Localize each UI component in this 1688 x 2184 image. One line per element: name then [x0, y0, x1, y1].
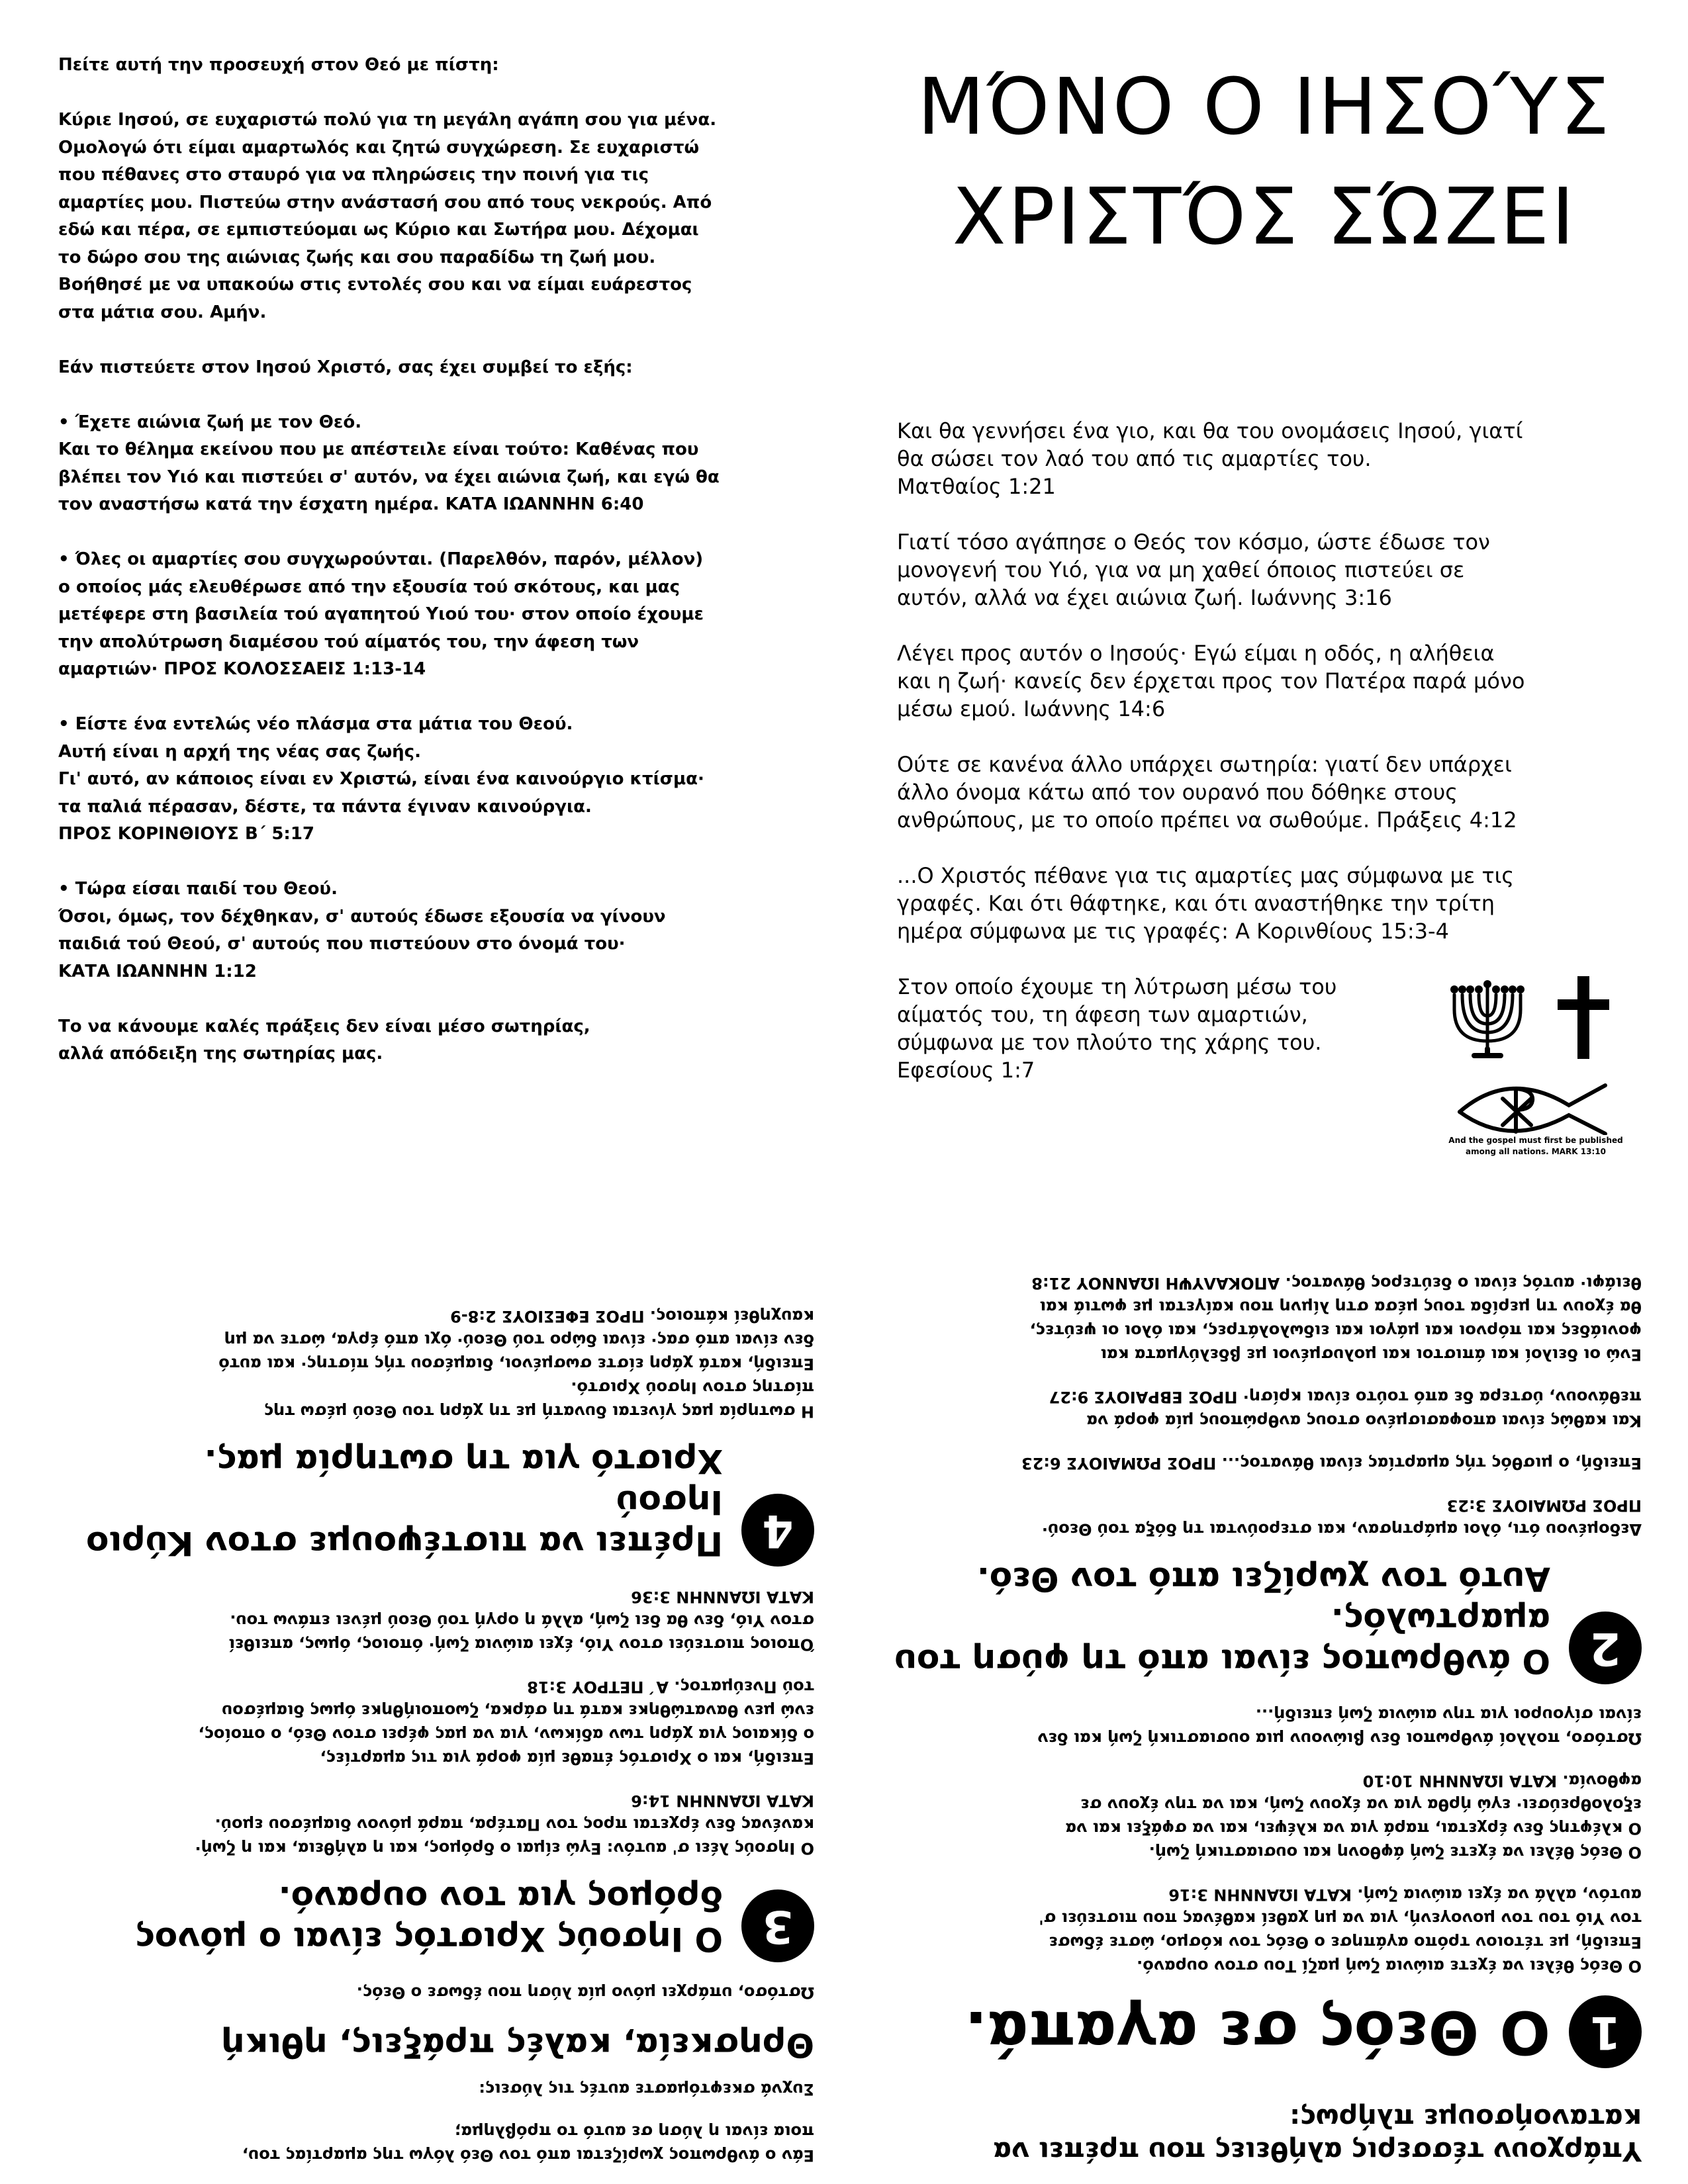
menorah-icon	[1454, 983, 1521, 1056]
truth-1-text-2: Ο Θεός θέλει να έχετε ζωή άφθονη και ουσιαστική ζωή. Ο κλέφτης δεν έρχεται, παρά για να κλέψει, και να σφάξει και να εξολοθρεύσει· εγώ ήρθα για να έχουν ζωή, και να την έχουν σε αφθονία. ΚΑΤΑ ΙΩΑΝΝΗΝ 10:10	[1065, 1772, 1642, 1862]
truths-panel-right	[880, 1175, 1642, 2167]
truth-1-heading	[880, 1995, 1642, 2068]
benefit-new-creation: • Είστε ένα εντελώς νέο πλάσμα στα μάτια του Θεού. Αυτή είναι η αρχή της νέας σας ζωής. Γι' αυτό, αν κάποιος είναι εν Χριστώ, είναι ένα καινούργιο κτίσμα· τα παλιά πέρασαν, δέστε, τα πάντα έγιναν καινούργια. ΠΡΟΣ ΚΟΡΙΝΘΙΟΥΣ Β΄ 5:17	[58, 714, 704, 844]
verse-matthew: Και θα γεννήσει ένα γιο, και θα του ονομάσεις Ιησού, γιατί θα σώσει τον λαό του από τις αμαρτίες του. Ματθαίος 1:21	[897, 418, 1523, 499]
truth-2-title: Ο άνθρωπος είναι από τη φύση του αμαρτωλός. Αυτό τον χωρίζει από τον Θεό.	[894, 1560, 1550, 1680]
truth-1-text-1: Ο Θεός θέλει να έχετε αιώνια ζωή μαζί Του στον ουρανό. Επειδή, με τέτοιον τρόπο αγάπησε ο Θεός τον κόσμο, ώστε έδωσε τον Υιό του τον μονογενή, για να μη χαθεί καθένας που πιστεύει σ' αυτόν, αλλά να έχει αιώνια ζωή. ΚΑΤΑ ΙΩΑΝΝΗΝ 3:16	[1039, 1886, 1642, 1976]
benefit-forgiveness: • Όλες οι αμαρτίες σου συγχωρούνται. (Παρελθόν, παρόν, μέλλον) ο οποίος μάς ελευθέρωσε από την εξουσία τού σκότους, και μας μετέφερε στη βασιλεία τού αγαπητού Υιού του· στον οποίο έχουμε την απολύτρωση διαμέσου τού αίματός του, την άφεση των αμαρτιών· ΠΡΟΣ ΚΟΛΟΣΣΑΕΙΣ 1:13-14	[58, 549, 704, 679]
cover-panel	[897, 52, 1632, 1156]
ephesians-row	[897, 973, 1632, 1156]
truth-2-text-1: Δεδομένου ότι, όλοι αμάρτησαν, και στερούνται τη δόξα τού Θεού· ΠΡΟΣ ΡΩΜΑΙΟΥΣ 3:23	[1041, 1496, 1642, 1539]
belief-intro: Εάν πιστεύετε στον Ιησού Χριστό, σας έχει συμβεί το εξής:	[58, 357, 633, 377]
cross-icon	[1558, 976, 1609, 1059]
symbols-graphic	[1446, 970, 1625, 1135]
truth-2-number-badge: 2	[1569, 1612, 1642, 1684]
faith-symbols	[1446, 970, 1625, 1181]
separation-question: Εάν ο άνθρωπος χωρίζεται από τον Θεό λόγω της αμαρτίας του, ποια είναι η λύση σε αυτό το πρόβλημα;	[242, 2122, 814, 2165]
truth-1-title: Ο Θεός σε αγαπά.	[964, 1997, 1550, 2067]
prayer-intro: Πείτε αυτή την προσευχή στον Θεό με πίστη:	[58, 55, 499, 75]
cover-title-line2: ΧΡΙΣΤΌΣ ΣΏΖΕΙ	[952, 171, 1577, 262]
truth-2-heading	[880, 1559, 1642, 1684]
truth-2-text-2: Επειδή, ο μισθός τής αμαρτίας είναι θάνατος... ΠΡΟΣ ΡΩΜΑΙΟΥΣ 6:23	[1021, 1454, 1642, 1473]
verse-corinthians: ...Ο Χριστός πέθανε για τις αμαρτίες μας σύμφωνα με τις γραφές. Και ότι θάφτηκε, και ότι αναστήθηκε την τρίτη ημέρα σύμφωνα με τις γραφές: Α Κορινθίους 15:3-4	[897, 863, 1515, 944]
truth-3-number-badge: 3	[741, 1889, 814, 1962]
symbols-caption: And the gospel must first be published among all nations. MARK 13:10	[1448, 1136, 1623, 1156]
truth-1-text-3: Ωστόσο, πολλοί άνθρωποι δεν βιώνουν μια ουσιαστική ζωή και δεν είναι σίγουροι για την αιώνια ζωή επειδή...	[1037, 1706, 1642, 1748]
truth-2-text-4: Ενώ οι δειλοί και άπιστοι και μολυσμένοι με βδελύγματα και φονιάδες και πόρνοι και μάγοι και ειδωλολάτρες, και όλοι οι ψεύτες, θα έχουν τη μερίδα τους μέσα στη λίμνη που καίγεται με φωτιά και θειάφι· αυτός είναι ο δεύτερος θάνατος. ΑΠΟΚΑΛΥΨΗ ΙΩΑΝΝΟΥ 21:8	[1029, 1274, 1642, 1364]
verse-john-3-16: Γιατί τόσο αγάπησε ο Θεός τον κόσμο, ώστε έδωσε τον μονογενή του Υιό, για να μη χαθεί όποιος πιστεύει σε αυτόν, αλλά να έχει αιώνια ζωή. Ιωάννης 3:16	[897, 529, 1490, 610]
truth-3-title: Ο Ιησούς Χριστός είναι ο μόνος δρόμος για τον ουρανό.	[135, 1879, 723, 1958]
truth-3-text-3: Όποιος πιστεύει στον Υιό, έχει αιώνια ζωή· όποιος, όμως, απειθεί στον Υιό, δεν θα δει ζωή, αλλά η οργή τού Θεού μένει επάνω του. ΚΑΤΑ ΙΩΑΝΝΗΝ 3:36	[228, 1588, 814, 1654]
verse-acts: Ούτε σε κανένα άλλο υπάρχει σωτηρία: γιατί δεν υπάρχει άλλο όνομα κάτω από τον ουρανό που δόθηκε στους ανθρώπους, με το οποίο πρέπει να σωθούμε. Πράξεις 4:12	[897, 752, 1517, 833]
verse-ephesians: Στον οποίο έχουμε τη λύτρωση μέσω του αίματός του, τη άφεση των αμαρτιών, σύμφωνα με τον πλούτο της χάρης του. Εφεσίους 1:7	[897, 974, 1337, 1083]
false-solutions-title: Θρησκεία, καλές πράξεις, ηθική	[221, 2026, 814, 2064]
false-solutions-text: Ωστόσο, υπάρχει μόνο μία λύση που έδωσε ο Θεός.	[356, 1983, 814, 2002]
truth-2-text-3: Και καθώς είναι αποφασισμένο στους ανθρώπους μία φορά να πεθάνουν, ύστερα δε από τούτο είναι κρίση· ΠΡΟΣ ΕΒΡΑΙΟΥΣ 9:27	[1049, 1388, 1642, 1430]
truth-3-text-1: Ο Ιησούς λέει σ' αυτόν: Εγώ είμαι ο δρόμος, και η αλήθεια, και η ζωή· κανένας δεν έρχεται προς τον Πατέρα, παρά μόνον διαμέσου εμού. ΚΑΤΑ ΙΩΑΝΝΗΝ 14:6	[195, 1792, 814, 1858]
verse-john-14-6: Λέγει προς αυτόν ο Ιησούς· Εγώ είμαι η οδός, η αλήθεια και η ζωή· κανείς δεν έρχεται προς τον Πατέρα παρά μόνο μέσω εμού. Ιωάννης 14:6	[897, 641, 1525, 721]
truth-4-text-1: Η σωτηρία μας γίνεται δυνατή με τη χάρη του Θεού μέσω της πίστης στον Ιησού Χριστό. Επειδή, κατά χάρη είστε σωσμένοι, διαμέσου τής πίστης· και αυτό δεν είναι από σας· είναι δώρο τού Θεού· όχι από έργα, ώστε να μη καυχηθεί κάποιος. ΠΡΟΣ ΕΦΕΣΙΟΥΣ 2:8-9	[218, 1307, 814, 1421]
truths-panel-left	[53, 1175, 814, 2167]
cover-title-line1: ΜΌΝΟ Ο ΙΗΣΟΎΣ	[917, 61, 1612, 152]
truth-1-number-badge: 1	[1569, 1995, 1642, 2068]
truth-4-title: Πρέπει να πιστέψουμε στον Κύριο Ιησού Χριστό για τη σωτηρία μας.	[86, 1442, 723, 1563]
truth-3-text-2: Επειδή, και ο Χριστός έπαθε μία φορά για τις αμαρτίες, ο δίκαιος για χάρη των αδίκων, για να μας φέρει στον Θεό, ο οποίος, ενώ μεν θανατώθηκε κατά τη σάρκα, ζωοποιήθηκε όμως διαμέσου τού Πνεύματος. Α΄ ΠΕΤΡΟΥ 3:18	[198, 1678, 814, 1768]
four-truths-intro: Υπάρχουν τέσσερις αλήθειες που πρέπει να κατανοήσουμε πλήρως:	[993, 2103, 1642, 2166]
common-solutions-subhead: Συχνά σκεφτόμαστε αυτές τις λύσεις:	[479, 2080, 814, 2099]
prayer-panel	[58, 52, 780, 1064]
prayer-text: Κύριε Ιησού, σε ευχαριστώ πολύ για τη μεγάλη αγάπη σου για μένα. Ομολογώ ότι είμαι αμαρτωλός και ζητώ συγχώρεση. Σε ευχαριστώ που πέθανες στο σταυρό για να πληρώσεις την ποινή για τις αμαρτίες μου. Πιστεύω στην ανάστασή σου από τους νεκρούς. Από εδώ και πέρα, σε εμπιστεύομαι ως Κύριο και Σωτήρα μου. Δέχομαι το δώρο σου της αιώνιας ζωής και σου παραδίδω τη ζωή μου. Βοήθησέ με να υπακούω στις εντολές σου και να είμαι ευάρεστος στα μάτια σου. Αμήν.	[58, 110, 717, 322]
ichthys-chi-rho-icon	[1460, 1085, 1605, 1134]
truth-4-heading	[53, 1441, 814, 1567]
good-works-note: Το να κάνουμε καλές πράξεις δεν είναι μέσο σωτηρίας, αλλά απόδειξη της σωτηρίας μας.	[58, 1016, 590, 1064]
benefit-eternal-life: • Έχετε αιώνια ζωή με τον Θεό. Και το θέλημα εκείνου που με απέστειλε είναι τούτο: Καθένας που βλέπει τον Υιό και πιστεύει σ' αυτόν, να έχει αιώνια ζωή, και εγώ θα τον αναστήσω κατά την έσχατη ημέρα. ΚΑΤΑ ΙΩΑΝΝΗΝ 6:40	[58, 412, 720, 514]
truth-3-heading	[53, 1878, 814, 1962]
truth-4-number-badge: 4	[741, 1494, 814, 1567]
benefit-child-of-god: • Τώρα είσαι παιδί του Θεού. Όσοι, όμως, τον δέχθηκαν, σ' αυτούς έδωσε εξουσία να γίνουν παιδιά τού Θεού, σ' αυτούς που πιστεύουν στο όνομά του· ΚΑΤΑ ΙΩΑΝΝΗΝ 1:12	[58, 879, 666, 981]
